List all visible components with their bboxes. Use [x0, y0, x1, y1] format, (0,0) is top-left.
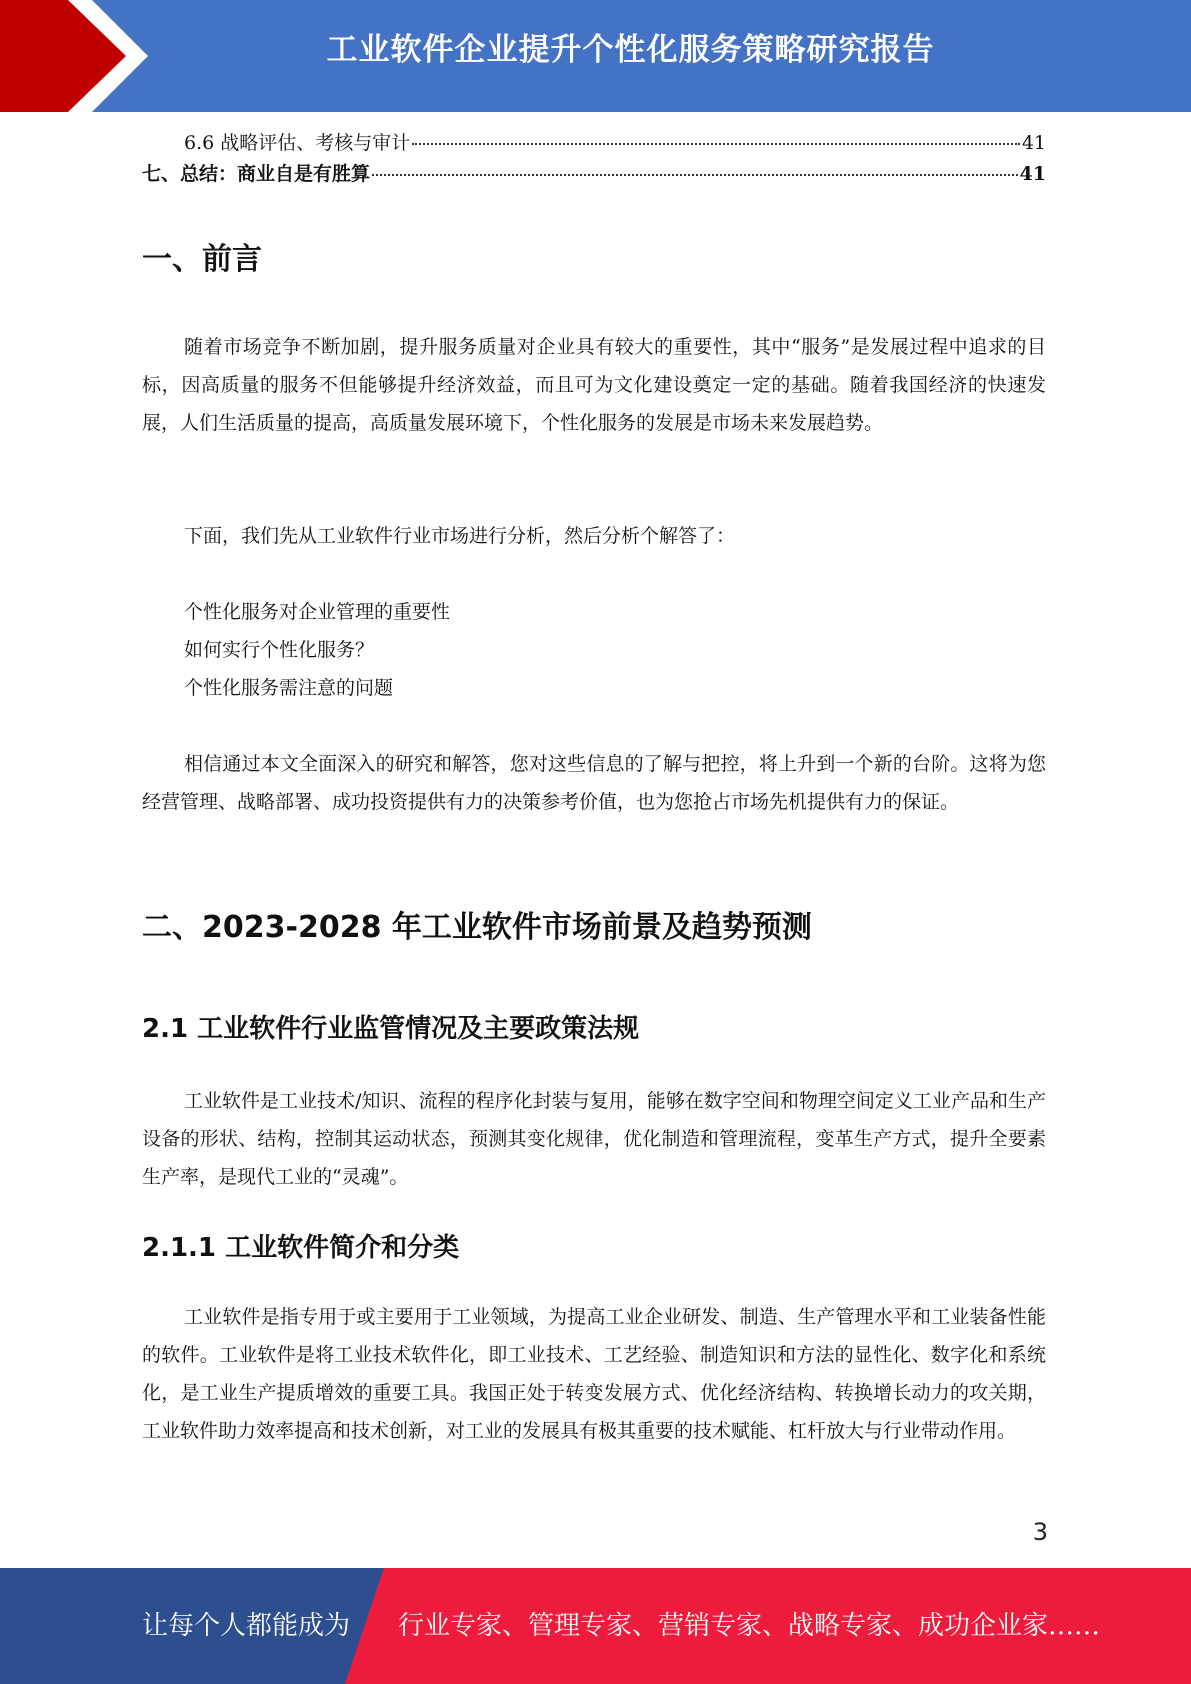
subsection-heading-2-1-1: 2.1.1 工业软件简介和分类: [142, 1233, 460, 1263]
toc-entry-title: 6.6 战略评估、考核与审计: [184, 132, 411, 154]
list-item: 如何实行个性化服务？: [184, 639, 375, 661]
preface-question-list: [184, 593, 450, 707]
report-title: 工业软件企业提升个性化服务策略研究报告: [326, 32, 935, 68]
preface-paragraph-1: 随着市场竞争不断加剧，提升服务质量对企业具有较大的重要性，其中“服务”是发展过程中追求的目标，因高质量的服务不但能够提升经济效益，而且可为文化建设奠定一定的基础。随着我国经济的快速发展，人们生活质量的提高，高质量发展环境下，个性化服务的发展是市场未来发展趋势。: [142, 336, 1046, 434]
toc-entry[interactable]: [142, 128, 1046, 159]
section-heading-market-outlook: 二、2023-2028 年工业软件市场前景及趋势预测: [142, 910, 812, 945]
subsection-2-1-1-paragraph: 工业软件是指专用于或主要用于工业领域，为提高工业企业研发、制造、生产管理水平和工业装备性能的软件。工业软件是将工业技术软件化，即工业技术、工艺经验、制造知识和方法的显性化、数字化和系统化，是工业生产提质增效的重要工具。我国正处于转变发展方式、优化经济结构、转换增长动力的攻关期，工业软件助力效率提高和技术创新，对工业的发展具有极其重要的技术赋能、杠杆放大与行业带动作用。: [142, 1306, 1046, 1442]
toc-dot-leader: [372, 174, 1018, 176]
page-footer: [0, 1568, 1191, 1684]
table-of-contents: [142, 128, 1046, 190]
list-item: 个性化服务需注意的问题: [184, 677, 394, 699]
page-header: [0, 0, 1191, 112]
section-heading-preface: 一、前言: [142, 242, 262, 277]
footer-slogan-right: 行业专家、管理专家、营销专家、战略专家、成功企业家……: [398, 1611, 1101, 1641]
preface-paragraph-3: 相信通过本文全面深入的研究和解答，您对这些信息的了解与把控，将上升到一个新的台阶。这将为您经营管理、战略部署、成功投资提供有力的决策参考价值，也为您抢占市场先机提供有力的保证。: [142, 753, 1046, 813]
subsection-2-1-paragraph: 工业软件是工业技术/知识、流程的程序化封装与复用，能够在数字空间和物理空间定义工业产品和生产设备的形状、结构，控制其运动状态，预测其变化规律，优化制造和管理流程，变革生产方式，提升全要素生产率，是现代工业的“灵魂”。: [142, 1090, 1046, 1188]
header-red-arrow-decoration: [0, 0, 160, 112]
page-content: [142, 128, 1046, 1442]
subsection-heading-2-1: 2.1 工业软件行业监管情况及主要政策法规: [142, 1014, 640, 1044]
preface-paragraph-2: 下面，我们先从工业软件行业市场进行分析，然后分析个解答了：: [184, 525, 736, 547]
toc-entry[interactable]: [142, 159, 1046, 190]
toc-entry-title: 七、总结：商业自是有胜算: [142, 163, 371, 185]
footer-slogan-left: 让每个人都能成为: [142, 1611, 351, 1641]
toc-entry-page: 41: [1021, 132, 1046, 154]
toc-entry-page: 41: [1019, 163, 1046, 185]
list-item: 个性化服务对企业管理的重要性: [184, 601, 451, 623]
toc-dot-leader: [412, 143, 1020, 145]
page-number: 3: [1032, 1518, 1048, 1546]
